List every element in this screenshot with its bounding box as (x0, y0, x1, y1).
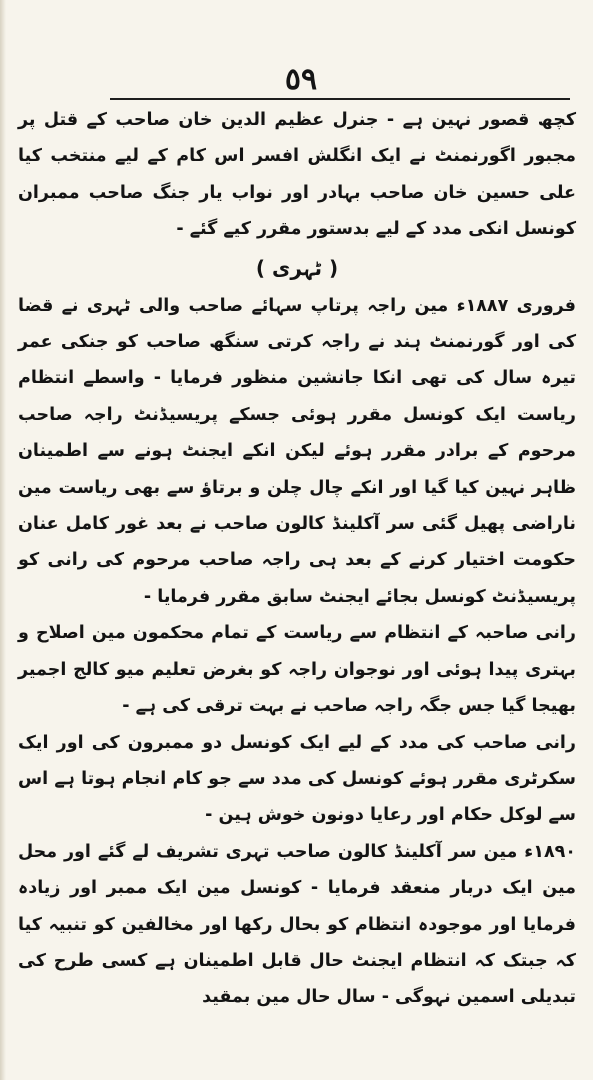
page-number: ٥٩ (284, 62, 318, 97)
header-rule (110, 98, 570, 100)
paragraph-council: رانی صاحب کی مدد کے لیے ایک کونسل دو ممبرون کی اور ایک سکرٹری مقرر ہوئے کونسل کی مدد سے جو کام انجام ہوتا ہے اس سے لوکل حکام اور رعایا دونون خوش ہین - (18, 732, 576, 826)
paragraph-rani-administration: رانی صاحبہ کے انتظام سے ریاست کے تمام محکمون مین اصلاح و بہتری پیدا ہوئی اور نوجوان راجہ کو بغرض تعلیم میو کالج اجمیر بھیجا گیا جس جگہ راجہ صاحب نے بہت ترقی کی ہے - (18, 623, 576, 717)
paragraph-durbar: ۱۸۹۰ء مین سر آکلینڈ کالون صاحب تہری تشریف لے گئے اور محل مین ایک دربار منعقد فرمایا - کونسل مین ایک ممبر اور زیادہ فرمایا اور موجودہ انتظام کو بحال رکھا اور مخالفین کو تنبیہ کیا کہ جبتک کہ انتظام ایجنٹ حال قابل اطمینان ہے کسی طرح کی تبدیلی اسمین نہوگی - سال حال مین بمقید (18, 841, 576, 1008)
page-edge-shadow (0, 0, 6, 1080)
section-heading: ( ٹہری ) (255, 255, 339, 280)
paragraph-succession: فروری ۱۸۸۷ء مین راجہ پرتاپ سہائے صاحب والی ٹہری نے قضا کی اور گورنمنٹ ہند نے راجہ کرتی سنگھ صاحب کو جنکی عمر تیرہ سال کی تھی انکا جانشین منظور فرمایا - واسطے انتظام ریاست ایک کونسل مقرر ہوئی جسکے پریسیڈنٹ راجہ صاحب مرحوم کے برادر مقرر ہوئے لیکن انکے ایجنٹ ہونے سے اطمینان ظاہر نہین کیا گیا اور انکے چال چلن و برتاؤ سے بھی ریاست مین ناراضی پھیل گئی سر آکلینڈ کالون صاحب نے بعد غور کامل عنان حکومت اختیار کرنے کے بعد ہی راجہ صاحب مرحوم کی رانی کو پریسیڈنٹ کونسل بجائے ایجنٹ سابق مقرر فرمایا - (18, 295, 576, 607)
paragraph-continuation: کچھ قصور نہین ہے - جنرل عظیم الدین خان صاحب کے قتل پر مجبور اگورنمنٹ نے ایک انگلش افسر اس کام کے لیے منتخب کیا علی حسین خان صاحب بہادر اور نواب یار جنگ صاحب ممبران کونسل انکی مدد کے لیے بدستور مقرر کیے گئے - (18, 110, 576, 240)
body-text (18, 102, 576, 1016)
